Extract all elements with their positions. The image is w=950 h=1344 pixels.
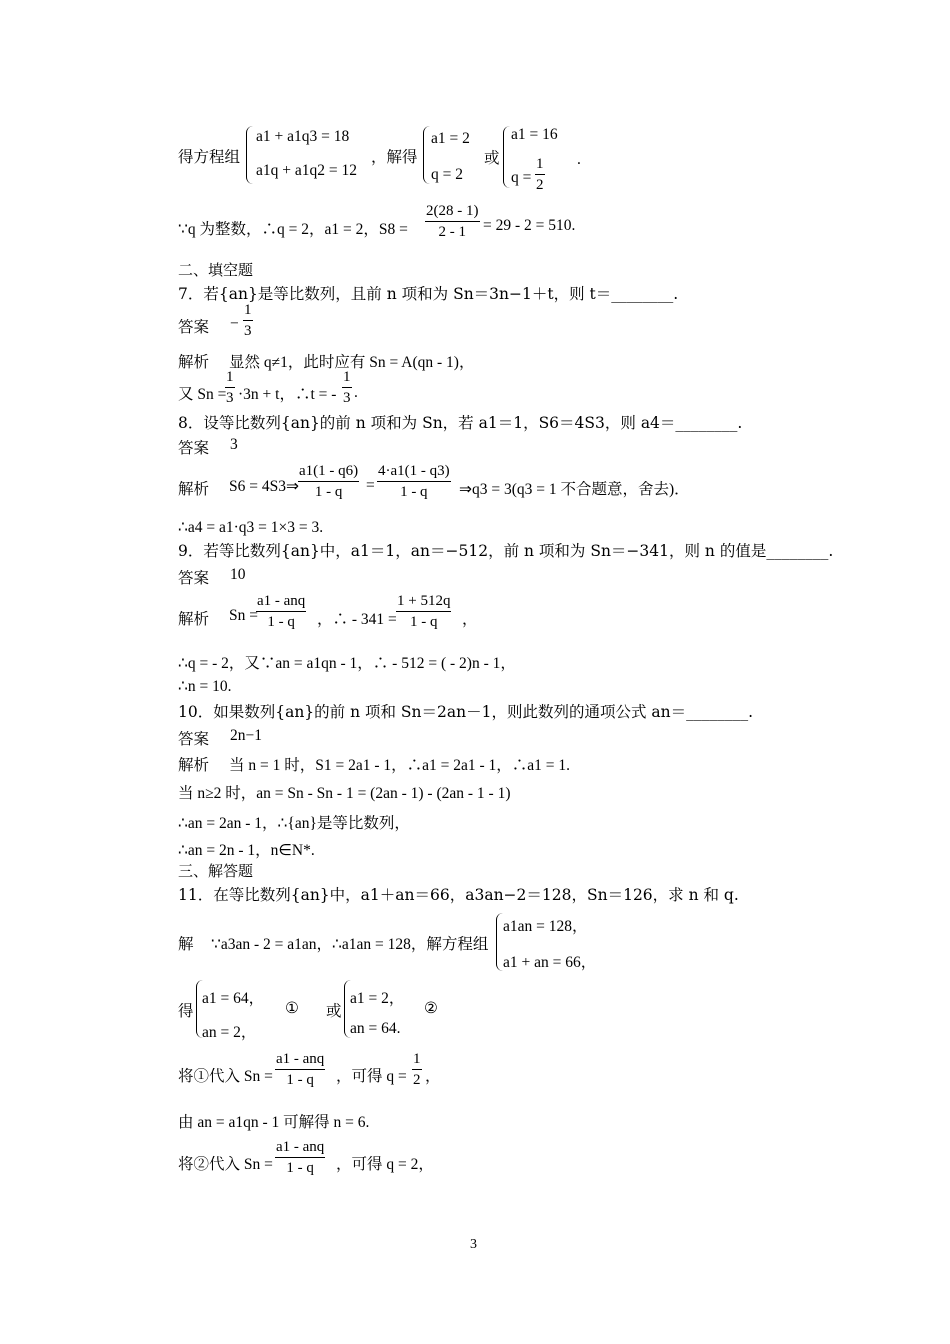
analysis-label: 解析 — [178, 757, 210, 774]
fraction: $\frac{4\cdot a1(1 - q3)}{1 - q}$ — [378, 463, 450, 500]
analysis-line: ∴an = 2an - 1，∴{an}是等比数列， — [178, 815, 410, 832]
analysis-line: 当 n≥2 时，an = Sn - Sn - 1 = (2an - 1) - (2an - 1 - 1) — [178, 785, 511, 802]
fraction: $\frac{1}{2}$ — [536, 156, 544, 193]
analysis-label: 解析 — [178, 611, 210, 628]
question-9: 9．若等比数列{an}中，a1＝1，an＝−512，前 n 项和为 Sn＝−341，则 n 的值是________. — [178, 542, 834, 560]
solution-line: ，可得 q = 2， — [336, 1156, 434, 1173]
fraction: $\frac{1}{2}$ — [413, 1051, 421, 1088]
fraction: $\frac{a1(1 - q6)}{1 - q}$ — [299, 463, 359, 500]
answer-label: 答案 — [178, 731, 210, 748]
page-number: 3 — [470, 1237, 477, 1252]
analysis-line: ，∴ - 341 = — [317, 611, 397, 628]
equation: a1q + a1q2 = 12 — [256, 162, 357, 179]
fraction: $\frac{1 + 512q}{1 - q}$ — [397, 593, 451, 630]
analysis-line: S6 = 4S3⇒ — [229, 478, 299, 495]
equation: a1 = 64， — [202, 990, 265, 1007]
analysis-label: 解析 — [178, 481, 210, 498]
answer: 2n−1 — [230, 727, 262, 744]
analysis-line: ∴n = 10. — [178, 678, 232, 695]
solution-line: 将②代入 Sn = — [178, 1156, 273, 1173]
fraction: a1 - anq 1 - q — [276, 1139, 325, 1176]
analysis-line: ∴an = 2n - 1，n∈N*. — [178, 842, 315, 859]
solution-line: 将①代入 Sn = — [178, 1068, 273, 1085]
solution-line: ∵a3an - 2 = a1an，∴a1an = 128，解方程组 — [211, 936, 489, 953]
equation: an = 64. — [350, 1020, 401, 1037]
system-label: 得方程组 — [178, 149, 241, 166]
solution-label: 解 — [178, 936, 194, 953]
answer: 3 — [230, 436, 238, 453]
analysis-line: ∴a4 = a1·q3 = 1×3 = 3. — [178, 519, 324, 536]
fraction: $\frac{1}{3}$ — [226, 369, 234, 406]
equation: q = — [511, 169, 532, 186]
text: ，解得 — [371, 149, 418, 166]
answer-label: 答案 — [178, 440, 210, 457]
equation: a1 + a1q3 = 18 — [256, 128, 350, 145]
answer: 10 — [230, 566, 246, 583]
text: 得 — [178, 1003, 194, 1020]
question-7: 7．若{an}是等比数列，且前 n 项和为 Sn＝3n−1＋t，则 t＝________. — [178, 285, 679, 303]
question-10: 10．如果数列{an}的前 n 项和 Sn＝2an－1，则此数列的通项公式 an＝________. — [178, 703, 754, 721]
analysis-line: 显然 q≠1，此时应有 Sn = A(qn - 1)， — [229, 354, 475, 371]
text: ， — [462, 611, 478, 628]
analysis-line: 又 Sn = — [178, 386, 227, 403]
analysis-line: ·3n + t，∴t = - — [238, 386, 337, 403]
fraction: a1 - anq 1 - q — [276, 1051, 325, 1088]
equation: q = 2 — [431, 166, 463, 183]
answer-label: 答案 — [178, 570, 210, 587]
circled-mark: ② — [424, 1000, 438, 1017]
text: 或 — [326, 1003, 342, 1020]
fraction: $\frac{1}{3}$ — [343, 369, 351, 406]
equation: a1an = 128， — [503, 918, 588, 935]
equation: a1 = 2， — [350, 990, 405, 1007]
equation: a1 = 16 — [511, 126, 558, 143]
section-heading: 二、填空题 — [178, 261, 254, 279]
analysis-label: 解析 — [178, 354, 210, 371]
brace — [246, 126, 253, 184]
text: 或 — [484, 150, 500, 167]
fraction: $\frac{2(28 - 1)}{2 - 1}$ — [426, 203, 479, 240]
section-heading: 三、解答题 — [178, 862, 254, 880]
fraction: $\frac{1}{3}$ — [244, 302, 252, 339]
brace — [423, 126, 430, 184]
analysis-line: ⇒q3 = 3(q3 = 1 不合题意，舍去)． — [459, 481, 690, 498]
equation: an = 2， — [202, 1024, 257, 1041]
answer: − — [230, 315, 239, 332]
answer-label: 答案 — [178, 319, 210, 336]
text: = — [366, 477, 375, 494]
text: ， — [425, 1068, 441, 1085]
question-8: 8．设等比数列{an}的前 n 项和为 Sn，若 a1＝1，S6＝4S3，则 a4＝________. — [178, 414, 743, 432]
equation: a1 = 2 — [431, 130, 470, 147]
analysis-line: ∴q = - 2，又∵an = a1qn - 1，∴ - 512 = ( - 2)n - 1， — [178, 655, 516, 672]
analysis-line: Sn = — [229, 607, 258, 624]
solution-line: ∵q 为整数，∴q = 2，a1 = 2，S8 = — [178, 221, 408, 238]
equation: a1 + an = 66， — [503, 954, 597, 971]
brace — [496, 913, 503, 971]
solution-line: ，可得 q = — [336, 1068, 407, 1085]
analysis-line: 当 n = 1 时，S1 = 2a1 - 1，∴a1 = 2a1 - 1，∴a1 = 1. — [229, 757, 571, 774]
solution-line: 由 an = a1qn - 1 可解得 n = 6. — [178, 1114, 370, 1131]
text: . — [354, 384, 358, 401]
text: . — [577, 151, 581, 168]
brace — [503, 126, 510, 188]
solution-line: = 29 - 2 = 510. — [483, 217, 576, 234]
question-11: 11．在等比数列{an}中，a1＋an＝66，a3an−2＝128，Sn＝126，求 n 和 q. — [178, 886, 739, 904]
fraction: a1 - anq 1 - q — [257, 593, 306, 630]
circled-mark: ① — [285, 1000, 299, 1017]
